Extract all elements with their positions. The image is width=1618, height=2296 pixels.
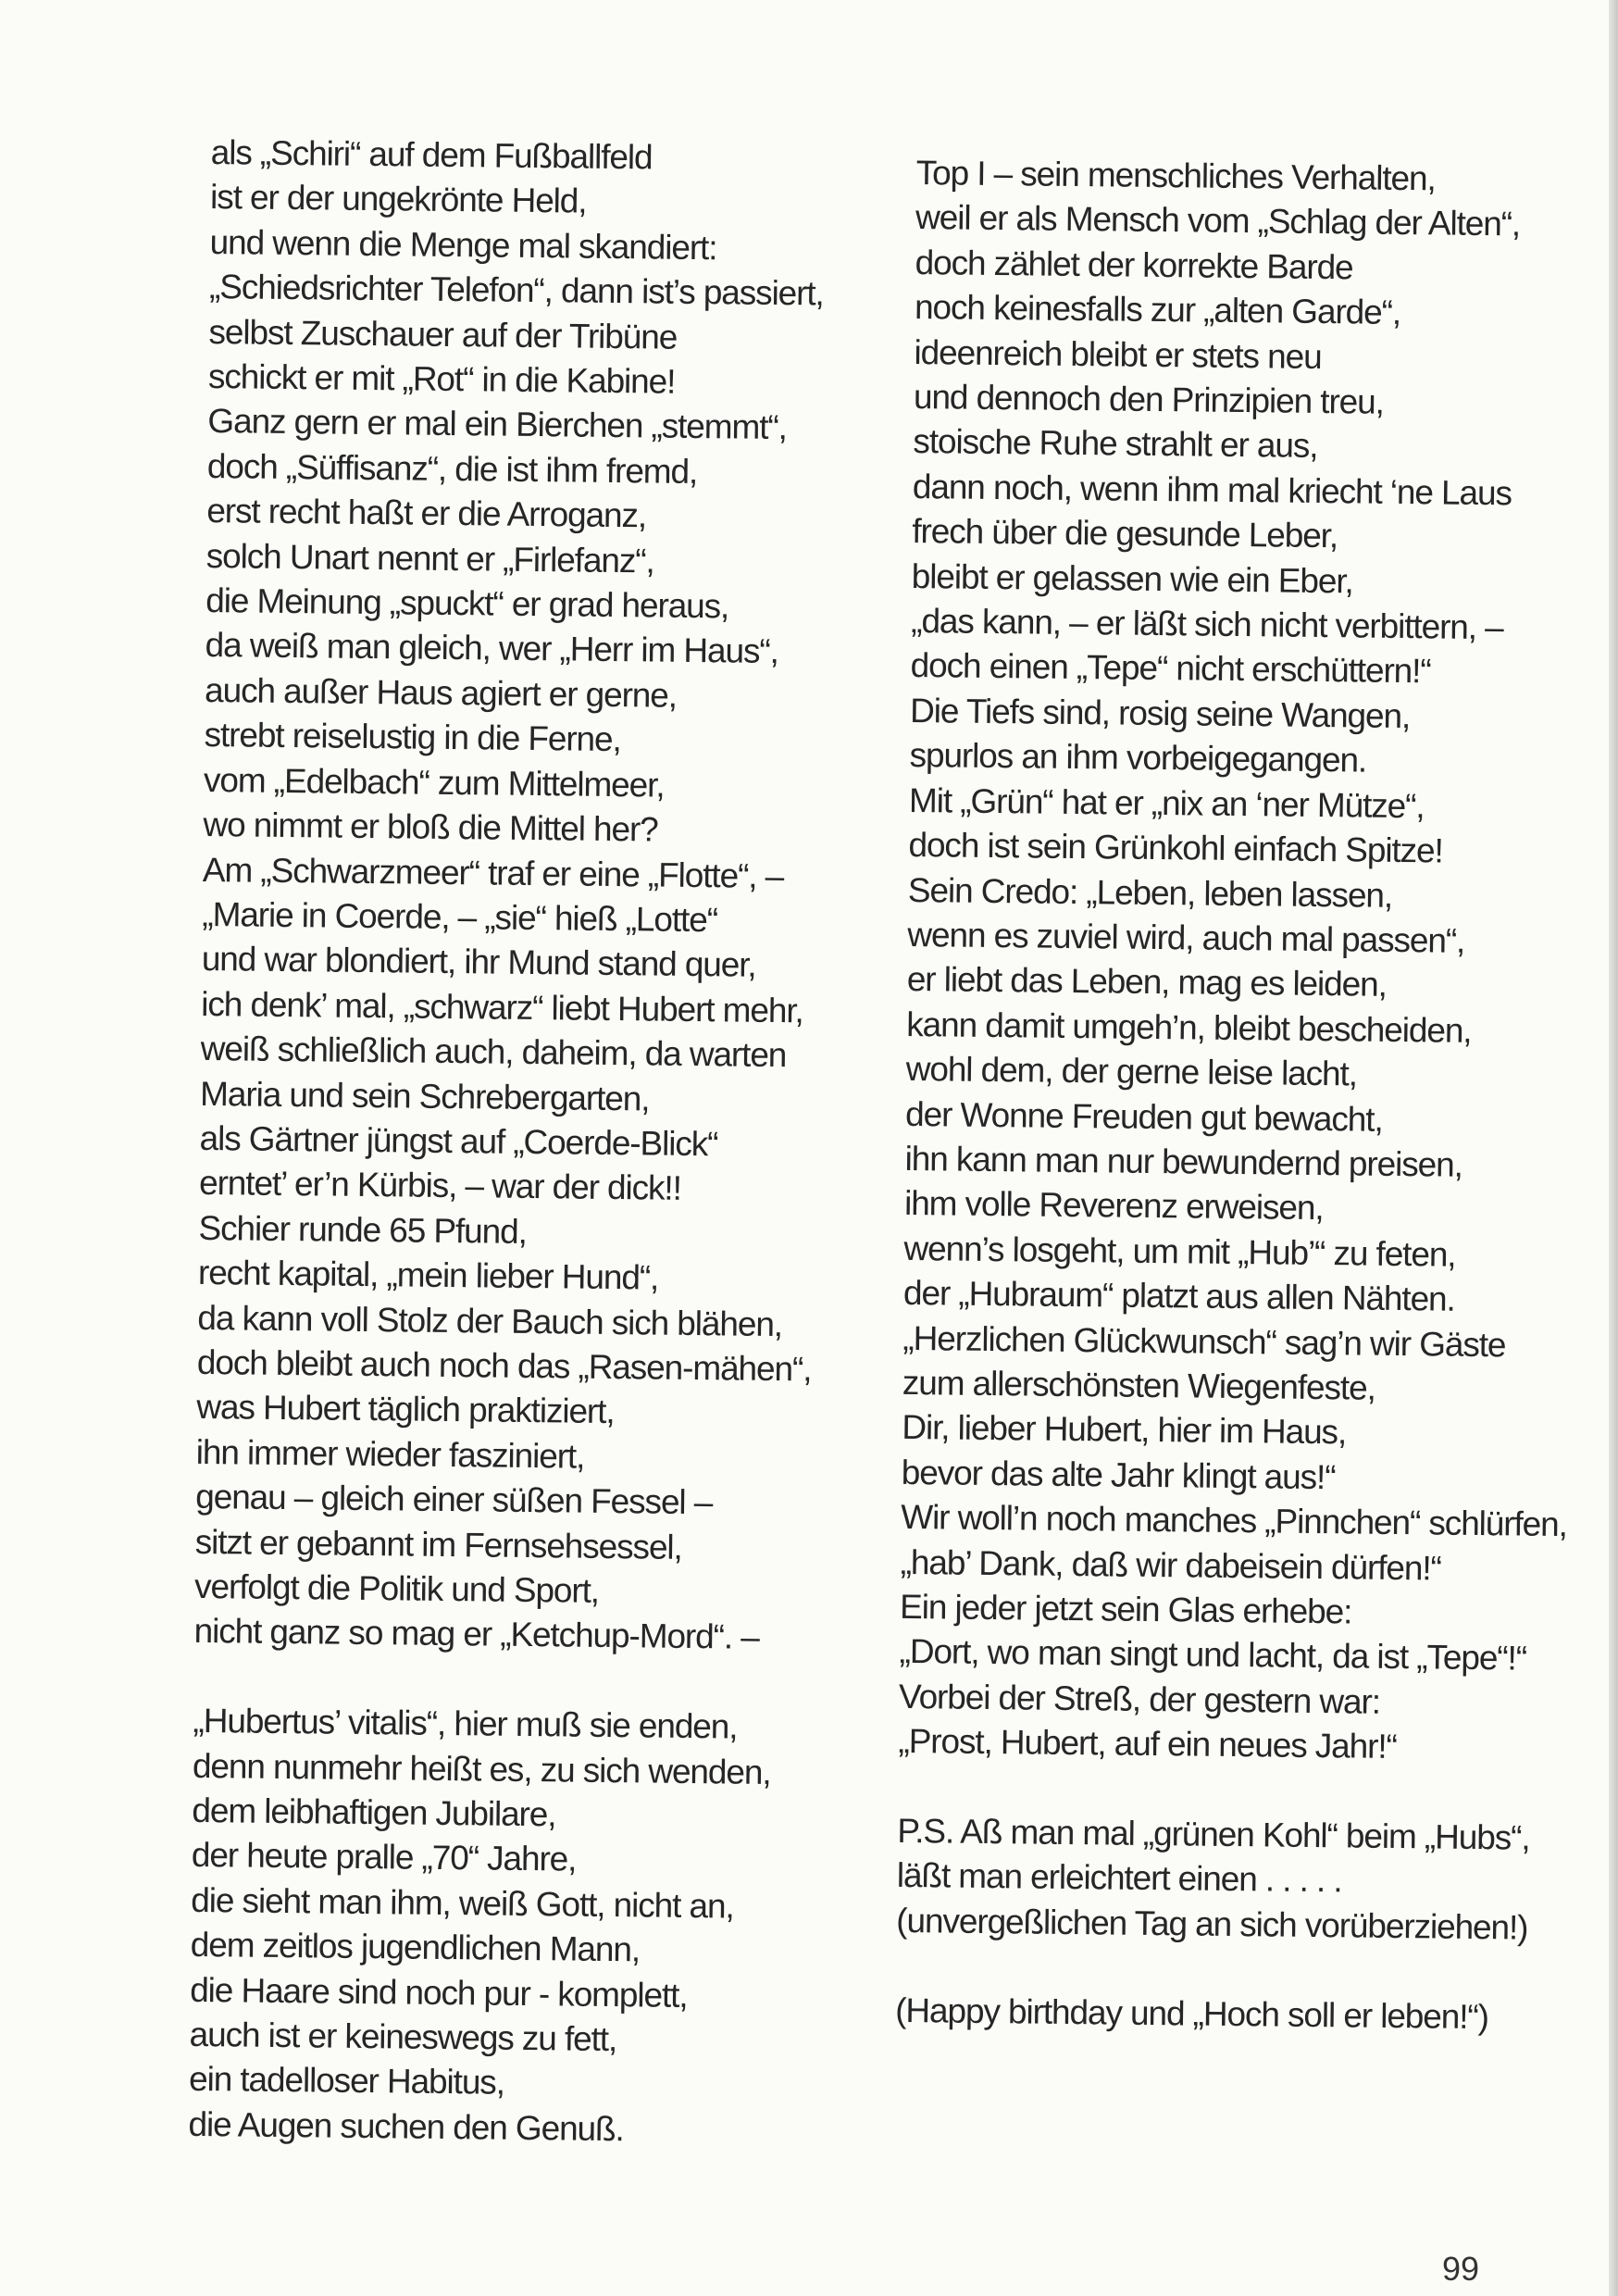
verse-line: kann damit umgeh’n, bleibt bescheiden, <box>906 1004 1472 1050</box>
closing-line <box>895 1988 1525 2040</box>
stanza-break <box>193 1654 842 1706</box>
stanza-break <box>895 1943 1525 1995</box>
verse-line: Sein Credo: „Leben, leben lassen, <box>907 870 1393 915</box>
verse-line: weiß schließlich auch, daheim, da warten <box>200 1029 787 1075</box>
verse-line: und war blondiert, ihr Mund stand quer, <box>201 940 756 985</box>
verse-line: doch ist sein Grünkohl einfach Spitze! <box>908 826 1443 870</box>
left-column <box>188 131 859 2154</box>
verse-line: erst recht haßt er die Arroganz, <box>206 492 647 535</box>
verse-line: dann noch, wenn ihm mal kriecht ‘ne Laus <box>912 467 1512 513</box>
verse-line: wenn’s losgeht, um mit „Hub’“ zu feten, <box>903 1229 1456 1274</box>
verse-line: der heute pralle „70“ Jahre, <box>191 1836 577 1879</box>
verse-line: dem leibhaftigen Jubilare, <box>192 1791 556 1834</box>
verse-line: Ein jeder jetzt sein Glas erhebe: <box>899 1587 1352 1631</box>
verse-line: doch bleibt auch noch das „Rasen-mähen“, <box>196 1342 812 1389</box>
verse-line: denn nunmehr heißt es, zu sich wenden, <box>192 1746 771 1791</box>
verse-line: „Dort, wo man singt und lacht, da ist „Tepe“!“ <box>899 1632 1527 1678</box>
verse-line: ihn immer wieder fasziniert, <box>195 1432 585 1476</box>
verse-line: Ganz gern er mal ein Bierchen „stemmt“, <box>207 402 788 447</box>
verse-line: auch außer Haus agiert er gerne, <box>204 670 678 715</box>
verse-line: der Wonne Freuden gut bewacht, <box>904 1094 1383 1139</box>
verse-line: die Augen suchen den Genuß. <box>188 2104 624 2149</box>
postscript <box>896 1809 1530 1951</box>
verse-line: solch Unart nennt er „Firlefanz“, <box>205 536 654 580</box>
verse-line: spurlos an ihm vorbeigegangen. <box>909 736 1367 780</box>
verse-line: und dennoch den Prinzipien treu, <box>913 378 1385 421</box>
verse-line: Schier runde 65 Pfund, <box>198 1208 528 1251</box>
verse-line: doch „Süffisanz“, die ist ihm fremd, <box>206 446 698 491</box>
poem-stanza <box>193 131 859 1662</box>
poem-stanza <box>188 1699 840 2154</box>
verse-line: Wir woll’n noch manches „Pinnchen“ schlürfen, <box>901 1498 1568 1544</box>
verse-line: genau – gleich einer süßen Fessel – <box>195 1478 713 1522</box>
verse-line: die sieht man ihm, weiß Gott, nicht an, <box>191 1880 734 1926</box>
verse-line: wo nimmt er bloß die Mittel her? <box>203 805 658 849</box>
verse-line: bleibt er gelassen wie ein Eber, <box>911 556 1353 601</box>
verse-line: doch zählet der korrekte Barde <box>915 243 1353 287</box>
verse-line: Vorbei der Streß, der gestern war: <box>898 1677 1381 1721</box>
verse-line: P.S. Aß man mal „grünen Kohl“ beim „Hubs“, <box>897 1811 1530 1857</box>
verse-line: und wenn die Menge mal skandiert: <box>209 222 717 268</box>
verse-line: wenn es zuviel wird, auch mal passen“, <box>907 915 1465 960</box>
verse-line: Top I – sein menschliches Verhalten, <box>915 153 1436 198</box>
verse-line: „Schiedsrichter Telefon“, dann ist’s passiert, <box>208 268 824 313</box>
verse-line: ideenreich bleibt er stets neu <box>914 332 1322 376</box>
verse-line: „Prost, Hubert, auf ein neues Jahr!“ <box>898 1722 1398 1766</box>
verse-line: „hab’ Dank, daß wir dabeisein dürfen!“ <box>900 1542 1441 1588</box>
verse-line: wohl dem, der gerne leise lacht, <box>905 1050 1358 1093</box>
verse-line: bevor das alte Jahr klingt aus!“ <box>901 1453 1336 1497</box>
verse-line: ist er der ungekrönte Held, <box>209 178 587 221</box>
verse-line: „Marie in Coerde, – „sie“ hieß „Lotte“ <box>202 894 718 940</box>
verse-line: recht kapital, „mein lieber Hund“, <box>197 1254 659 1297</box>
verse-line: vom „Edelbach“ zum Mittelmeer, <box>203 760 665 805</box>
verse-line: Maria und sein Schrebergarten, <box>199 1074 650 1117</box>
verse-line: Die Tiefs sind, rosig seine Wangen, <box>909 691 1411 735</box>
verse-line: weil er als Mensch vom „Schlag der Alten“, <box>915 198 1521 243</box>
verse-line: dem zeitlos jugendlichen Mann, <box>190 1926 641 1969</box>
verse-line: noch keinesfalls zur „alten Garde“, <box>914 288 1401 332</box>
verse-line: (unvergeßlichen Tag an sich vorüberziehen!) <box>896 1901 1528 1947</box>
verse-line: doch einen „Tepe“ nicht erschüttern!“ <box>910 646 1431 691</box>
verse-line: nicht ganz so mag er „Ketchup-Mord“. – <box>193 1612 759 1657</box>
verse-line: schickt er mit „Rot“ in die Kabine! <box>207 357 676 401</box>
verse-line: strebt reiselustig in die Ferne, <box>204 716 621 759</box>
verse-line: als Gärtner jüngst auf „Coerde-Blick“ <box>199 1118 718 1164</box>
page-number: 99 <box>1442 2250 1480 2288</box>
verse-line: erntet’ er’n Kürbis, – war der dick!! <box>198 1164 682 1208</box>
verse-line: „Herzlichen Glückwunsch“ sag’n wir Gäste <box>902 1318 1506 1364</box>
verse-line: „das kann, – er läßt sich nicht verbittern, – <box>911 602 1503 647</box>
verse-line: frech über die gesunde Leber, <box>912 512 1338 555</box>
verse-line: sitzt er gebannt im Fernsehsessel, <box>194 1522 682 1566</box>
verse-line: Am „Schwarzmeer“ traf er eine „Flotte“, – <box>202 850 784 895</box>
verse-line: die Haare sind noch pur - komplett, <box>189 1970 688 2015</box>
verse-line: auch ist er keineswegs zu fett, <box>189 2015 617 2059</box>
verse-line: „Hubertus’ vitalis“, hier muß sie enden, <box>193 1702 738 1746</box>
stanza-break <box>898 1765 1528 1816</box>
verse-line: da kann voll Stolz der Bauch sich blähen, <box>197 1298 783 1343</box>
verse-line: da weiß man gleich, wer „Herr im Haus“, <box>205 626 779 671</box>
page-edge <box>1609 0 1618 2296</box>
verse-line: ich denk’ mal, „schwarz“ liebt Hubert mehr, <box>201 984 803 1030</box>
verse-line: der „Hubraum“ platzt aus allen Nähten. <box>902 1274 1455 1318</box>
verse-line: zum allerschönsten Wiegenfeste, <box>902 1363 1376 1407</box>
right-column <box>894 151 1568 2040</box>
verse-line: selbst Zuschauer auf der Tribüne <box>208 312 678 356</box>
verse-line: verfolgt die Politik und Sport, <box>193 1566 600 1610</box>
poem-stanza <box>898 151 1568 1771</box>
verse-line: Dir, lieber Hubert, hier im Haus, <box>902 1408 1347 1452</box>
verse-line: ein tadelloser Habitus, <box>188 2060 505 2103</box>
verse-line: Mit „Grün“ hat er „nix an ‘ner Mütze“, <box>908 780 1425 825</box>
verse-line: stoische Ruhe strahlt er aus, <box>913 422 1318 466</box>
verse-line: was Hubert täglich praktiziert, <box>196 1388 615 1431</box>
verse-line: als „Schiri“ auf dem Fußballfeld <box>210 132 653 177</box>
verse-line: läßt man erleichtert einen . . . . . <box>896 1856 1342 1900</box>
verse-line: ihm volle Reverenz erweisen, <box>903 1184 1324 1228</box>
verse-line: die Meinung „spuckt“ er grad heraus, <box>205 581 729 626</box>
verse-line: ihn kann man nur bewundernd preisen, <box>904 1139 1463 1184</box>
verse-line: er liebt das Leben, mag es leiden, <box>906 960 1388 1004</box>
verse-line: (Happy birthday und „Hoch soll er leben!“) <box>894 1990 1489 2036</box>
